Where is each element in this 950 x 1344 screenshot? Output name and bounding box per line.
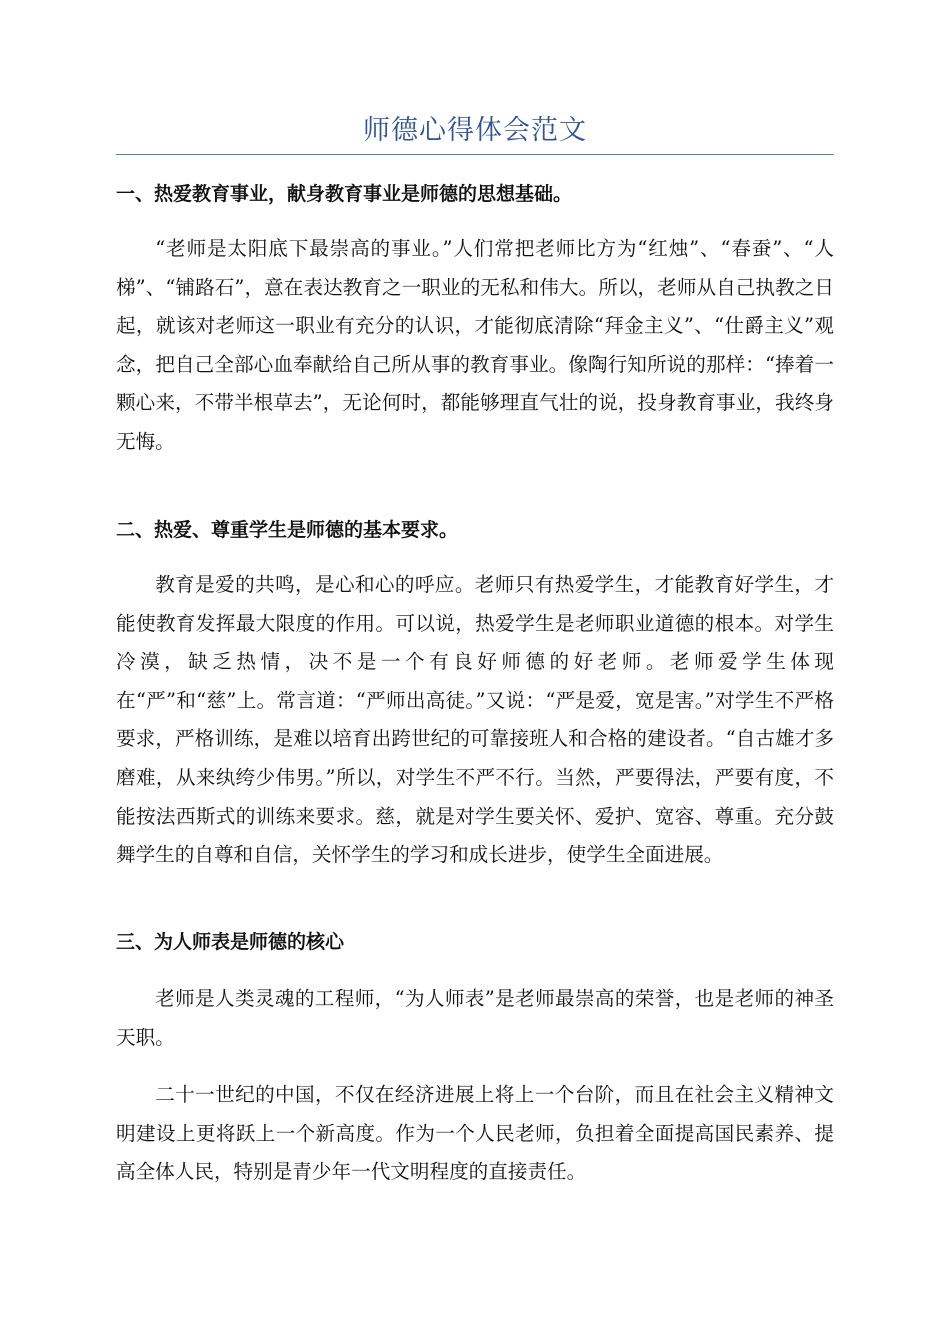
document-page (116, 0, 834, 1184)
section-3-paragraph-1: 老师是人类灵魂的工程师，“为人师表”是老师最崇高的荣誉，也是老师的神圣天职。 (116, 987, 834, 1049)
title-underline (116, 154, 834, 155)
section-2-paragraph-1: 教育是爱的共鸣，是心和心的呼应。老师只有热爱学生，才能教育好学生，才能使教育发挥最大限度的作用。可以说，热爱学生是老师职业道德的根本。对学生冷漠，缺乏热情，决不是一个有良好师德的好老师。老师爱学生体现在“严”和“慈”上。常言道：“严师出高徒。”又说：“严是爱，宽是害。”对学生不严格要求，严格训练，是难以培育出跨世纪的可靠接班人和合格的建设者。“自古雄才多磨难，从来纨绔少伟男。”所以，对学生不严不行。当然，严要得法，严要有度，不能按法西斯式的训练来要求。慈，就是对学生要关怀、爱护、宽容、尊重。充分鼓舞学生的自尊和自信，关怀学生的学习和成长进步，使学生全面进展。 (116, 573, 834, 867)
document-title: 师德心得体会范文 (363, 115, 587, 146)
section-3-paragraph-2: 二十一世纪的中国，不仅在经济进展上将上一个台阶，而且在社会主义精神文明建设上更将跃上一个新高度。作为一个人民老师，负担着全面提高国民素养、提高全体人民，特别是青少年一代文明程度的直接责任。 (116, 1083, 834, 1184)
section-1-paragraph-1: “老师是太阳底下最崇高的事业。”人们常把老师比方为“红烛”、“春蚕”、“人梯”、“铺路石”，意在表达教育之一职业的无私和伟大。所以，老师从自己执教之日起，就该对老师这一职业有充分的认识，才能彻底清除“拜金主义”、“仕爵主义”观念，把自己全部心血奉献给自己所从事的教育事业。像陶行知所说的那样：“捧着一颗心来，不带半根草去”，无论何时，都能够理直气壮的说，投身教育事业，我终身无悔。 (116, 237, 834, 453)
section-heading-2: 二、热爱、尊重学生是师德的基本要求。 (116, 519, 459, 541)
section-heading-1: 一、热爱教育事业，献身教育事业是师德的思想基础。 (116, 183, 573, 205)
section-heading-3: 三、为人师表是师德的核心 (116, 931, 345, 953)
